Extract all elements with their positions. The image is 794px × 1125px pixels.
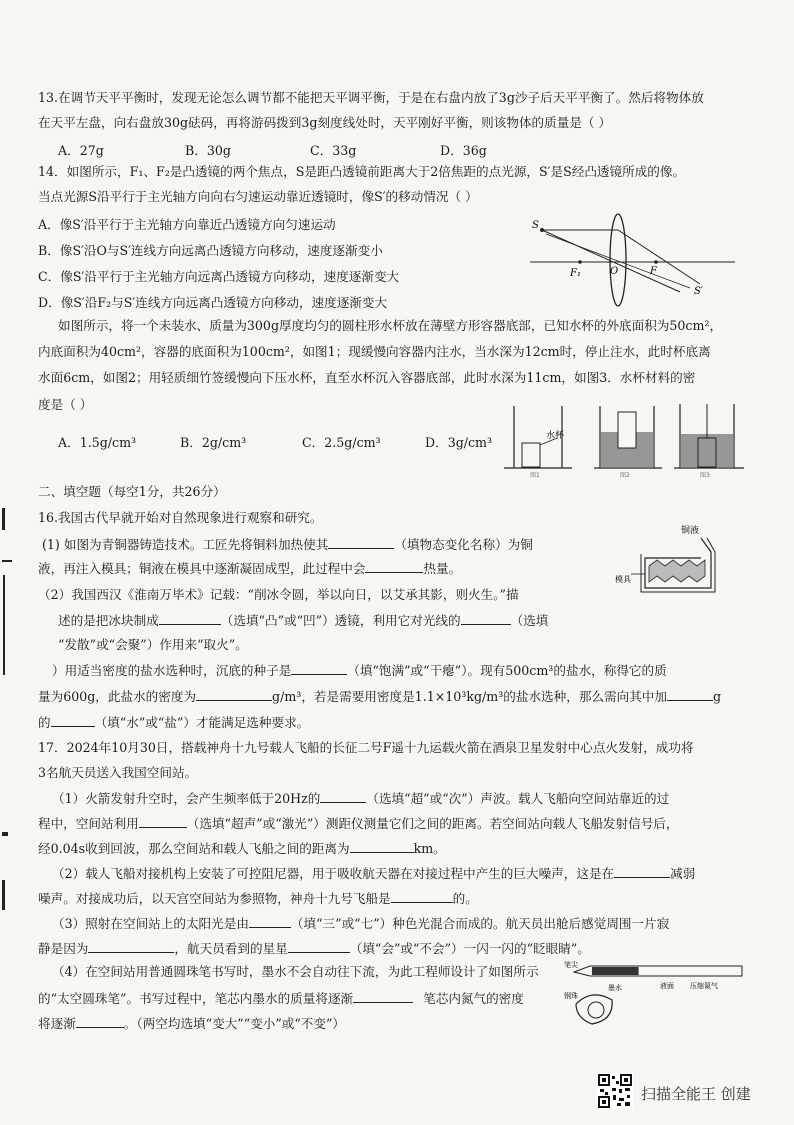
q15-line4: 度是（ ） [38,397,93,412]
q16-p3a: ）用适当密度的盐水选种时，沉底的种子是 [52,663,292,678]
lens-diagram [530,212,740,317]
q13-line1: 13.在调节天平平衡时，发现无论怎么调节都不能把天平调平衡，于是在右盘内放了3g沙子后天平平衡了。然后将物体放 [38,90,704,105]
q17-p3b: （填“三”或“七”）种色光混合而成的。航天员出舱后感觉周围一片寂 [290,916,670,931]
q15-option-c: C．2.5g/cm³ [302,435,381,450]
answer-blank[interactable] [139,815,187,828]
q17-p1c: 程中，空间站利用 [38,816,139,831]
q13-line2: 在天平左盘，向右盘放30g砝码，再将游码拨到3g刻度线处时，天平刚好平衡，则该物体的质量是（ ） [38,115,612,130]
q16-p3f: 的 [38,715,51,730]
q16-part2-line1: （2）我国西汉《淮南万毕术》记载：“削冰令圆，举以向日，以艾承其影，则火生。”描 [38,587,519,602]
container-diagrams [502,398,747,478]
fig3-caption: 图3 [700,472,710,478]
q17-part4-line1: （4）在空间站用普通圆珠笔书写时，墨水不会自动往下流，为此工程师设计了如图所示 [52,964,539,979]
q17-part3-line1 [52,915,669,932]
answer-blank[interactable] [667,688,713,701]
q16-p3d: g/m³，若是需要用密度是1.1×10³kg/m³的盐水选种，那么需向其中加 [272,689,667,704]
q13-option-a: A．27g [58,143,104,158]
q16-part1-line1 [42,536,533,553]
q13-option-c: C．33g [310,143,357,158]
answer-blank[interactable] [196,688,272,701]
q15-line3: 水面6cm，如图2；用轻质细竹签缓慢向下压水杯，直至水杯沉入容器底部，此时水深为11cm，如图3．水杯材料的密 [38,370,696,385]
q16-part1-line2 [38,560,461,577]
q17-p2c: 噪声。对接成功后，以天宫空间站为参照物，神舟十九号飞船是 [38,891,391,906]
answer-blank[interactable] [328,536,394,549]
q17-part1-line1 [52,790,669,807]
answer-blank[interactable] [88,940,174,953]
q17-line2: 3名航天员送入我国空间站。 [38,765,198,780]
q15-option-a: A．1.5g/cm³ [58,435,137,450]
answer-blank[interactable] [291,662,347,675]
q17-part2-line1 [52,865,695,882]
q17-part1-line3 [38,840,446,857]
q14-line1: 14．如图所示，F₁、F₂是凸透镜的两个焦点，S是距凸透镜前距离大于2倍焦距的点光源，S′是S经凸透镜所成的像。 [38,164,686,179]
label-mold: 模具 [615,575,631,584]
q16-p3b: （填“饱满”或“干瘪”）。现有500cm³的盐水，称得它的质 [347,663,667,678]
q15-line2: 内底面积为40cm²，容器的底面积为100cm²，如图1；现缓慢向容器内注水，当水深为12cm时，停止注水，此时杯底离 [38,344,711,359]
section-title: 二、填空题（每空1分，共26分） [38,484,226,499]
q16-p1a: 如图为青铜器铸造技术。工匠先将铜料加热使其 [63,537,329,552]
q17-p3d: ，航天员看到的星星 [174,941,288,956]
label-f1: F₁ [570,268,581,279]
q16-part3-line2 [38,688,721,705]
q17-line1: 17．2024年10月30日，搭载神舟十九号载人飞船的长征二号F遥十九运载火箭在酒泉卫星发射中心点火发射，成功将 [38,740,694,755]
label-copper-liquid: 铜液 [681,526,700,536]
q17-p1a: （1）火箭发射升空时，会产生频率低于20Hz的 [52,791,321,806]
label-nitrogen: 压缩氮气 [690,982,718,990]
q16-p1b: （填物态变化名称）为铜 [394,537,533,552]
answer-blank[interactable] [76,1015,124,1028]
q17-p1d: （选填“超声”或“激光”）测距仪测量它们之间的距离。若空间站向载人飞船发射信号后， [186,816,679,831]
label-ink: 墨水 [608,984,622,992]
q16-p2c: （选填“凸”或“凹”）透镜，利用它对光线的 [220,613,461,628]
q17-part3-line2 [38,940,590,957]
q17-p4e: 。（两空均选填“变大”“变小”或“不变”） [123,1016,346,1031]
q17-p4c: 笔芯内氮气的密度 [423,991,524,1006]
q16-p1-prefix: (1) [42,537,60,552]
label-cup: 水杯 [546,431,565,441]
q17-p2d: 的。 [452,891,478,906]
q17-part4-line2 [38,990,524,1007]
answer-blank[interactable] [159,612,221,625]
q17-p1f: km。 [413,841,446,856]
casting-diagram [615,524,747,604]
q14-option-d: D．像S′沿F₂与S′连线方向远离凸透镜方向移动，速度逐渐变大 [38,295,388,310]
q14-option-c: C．像S′沿平行于主光轴方向远离凸透镜方向移动，速度逐渐变大 [38,269,400,284]
label-liquid-surface: 液面 [660,982,674,990]
q13-option-b: B．30g [185,143,231,158]
answer-blank[interactable] [614,865,670,878]
answer-blank[interactable] [391,890,453,903]
q17-p4b: 的“太空圆珠笔”。书写过程中，笔芯内墨水的质量将逐渐 [38,991,354,1006]
q13-option-d: D．36g [440,143,487,158]
label-s: S [532,220,539,231]
q17-part4-line3 [38,1015,345,1032]
answer-blank[interactable] [461,612,511,625]
q16-p3e: g [713,689,722,704]
q17-p1b: （选填“超”或“次”）声波。载人飞船向空间站靠近的过 [366,791,670,806]
label-pen-tip: 笔尖 [564,961,578,969]
scan-mark [3,575,5,675]
q14-option-b: B．像S′沿O与S′连线方向远离凸透镜方向移动，速度逐渐变小 [38,243,383,258]
q14-line2: 当点光源S沿平行于主光轴方向向右匀速运动靠近透镜时，像S′的移动情况（ ） [38,189,478,204]
answer-blank[interactable] [249,915,291,928]
fig2-caption: 图2 [620,472,630,478]
q17-p2b: 减弱 [670,866,696,881]
label-ball: 钢珠 [564,992,578,1000]
label-f2: F [650,266,657,277]
q16-title: 16.我国古代早就开始对自然现象进行观察和研究。 [38,510,323,525]
q15-option-b: B．2g/cm³ [180,435,247,450]
q17-p3c: 静是因为 [38,941,89,956]
answer-blank[interactable] [353,990,413,1003]
scan-mark [2,508,5,530]
scan-mark [2,560,12,562]
q17-p4d: 将逐渐 [38,1016,76,1031]
scan-mark [2,880,5,910]
q14-option-a: A．像S′沿平行于主光轴方向靠近凸透镜方向匀速运动 [38,217,336,232]
scan-mark [2,832,8,836]
q16-p1d: 热量。 [423,561,462,576]
q17-p3e: （填“会”或“不会”）一闪一闪的“眨眼睛”。 [349,941,590,956]
q16-part2-line2 [58,612,548,629]
space-pen-diagram [562,958,752,1034]
answer-blank[interactable] [365,560,423,573]
answer-blank[interactable] [288,940,350,953]
q16-p2b: 述的是把冰块制成 [58,613,159,628]
label-sprime: S′ [694,286,704,297]
answer-blank[interactable] [350,840,414,853]
q16-p2d: （选填 [510,613,549,628]
q16-part2-line3: “发散”或“会聚”）作用来“取火”。 [58,637,248,652]
scanner-watermark: 扫描全能王 创建 [641,1085,751,1103]
q15-option-d: D．3g/cm³ [425,435,493,450]
q16-p3g: （填“水”或“盐”）才能满足选种要求。 [94,715,310,730]
q16-p1c: 液，再注入模具；铜液在模具中逐渐凝固成型，此过程中会 [38,561,366,576]
answer-blank[interactable] [320,790,366,803]
qr-code-icon [597,1073,633,1109]
fig1-caption: 图1 [530,472,540,478]
q17-part1-line2 [38,815,678,832]
q17-p3a: （3）照射在空间站上的太阳光是由 [52,916,249,931]
q17-p1e: 经0.04s收到回波，那么空间站和载人飞船之间的距离为 [38,841,350,856]
q16-p3c: 量为600g，此盐水的密度为 [38,689,197,704]
q16-part3-line3 [38,714,309,731]
answer-blank[interactable] [51,714,95,727]
q16-part3-line1 [52,662,667,679]
q15-line1: 如图所示，将一个未装水、质量为300g厚度均匀的圆柱形水杯放在薄壁方形容器底部，已知水杯的外底面积为50cm²， [58,318,723,333]
label-o: O [610,266,619,277]
q17-part2-line2 [38,890,478,907]
q17-p2a: （2）载人飞船对接机构上安装了可控阻尼器，用于吸收航天器在对接过程中产生的巨大噪声，这是在 [52,866,615,881]
